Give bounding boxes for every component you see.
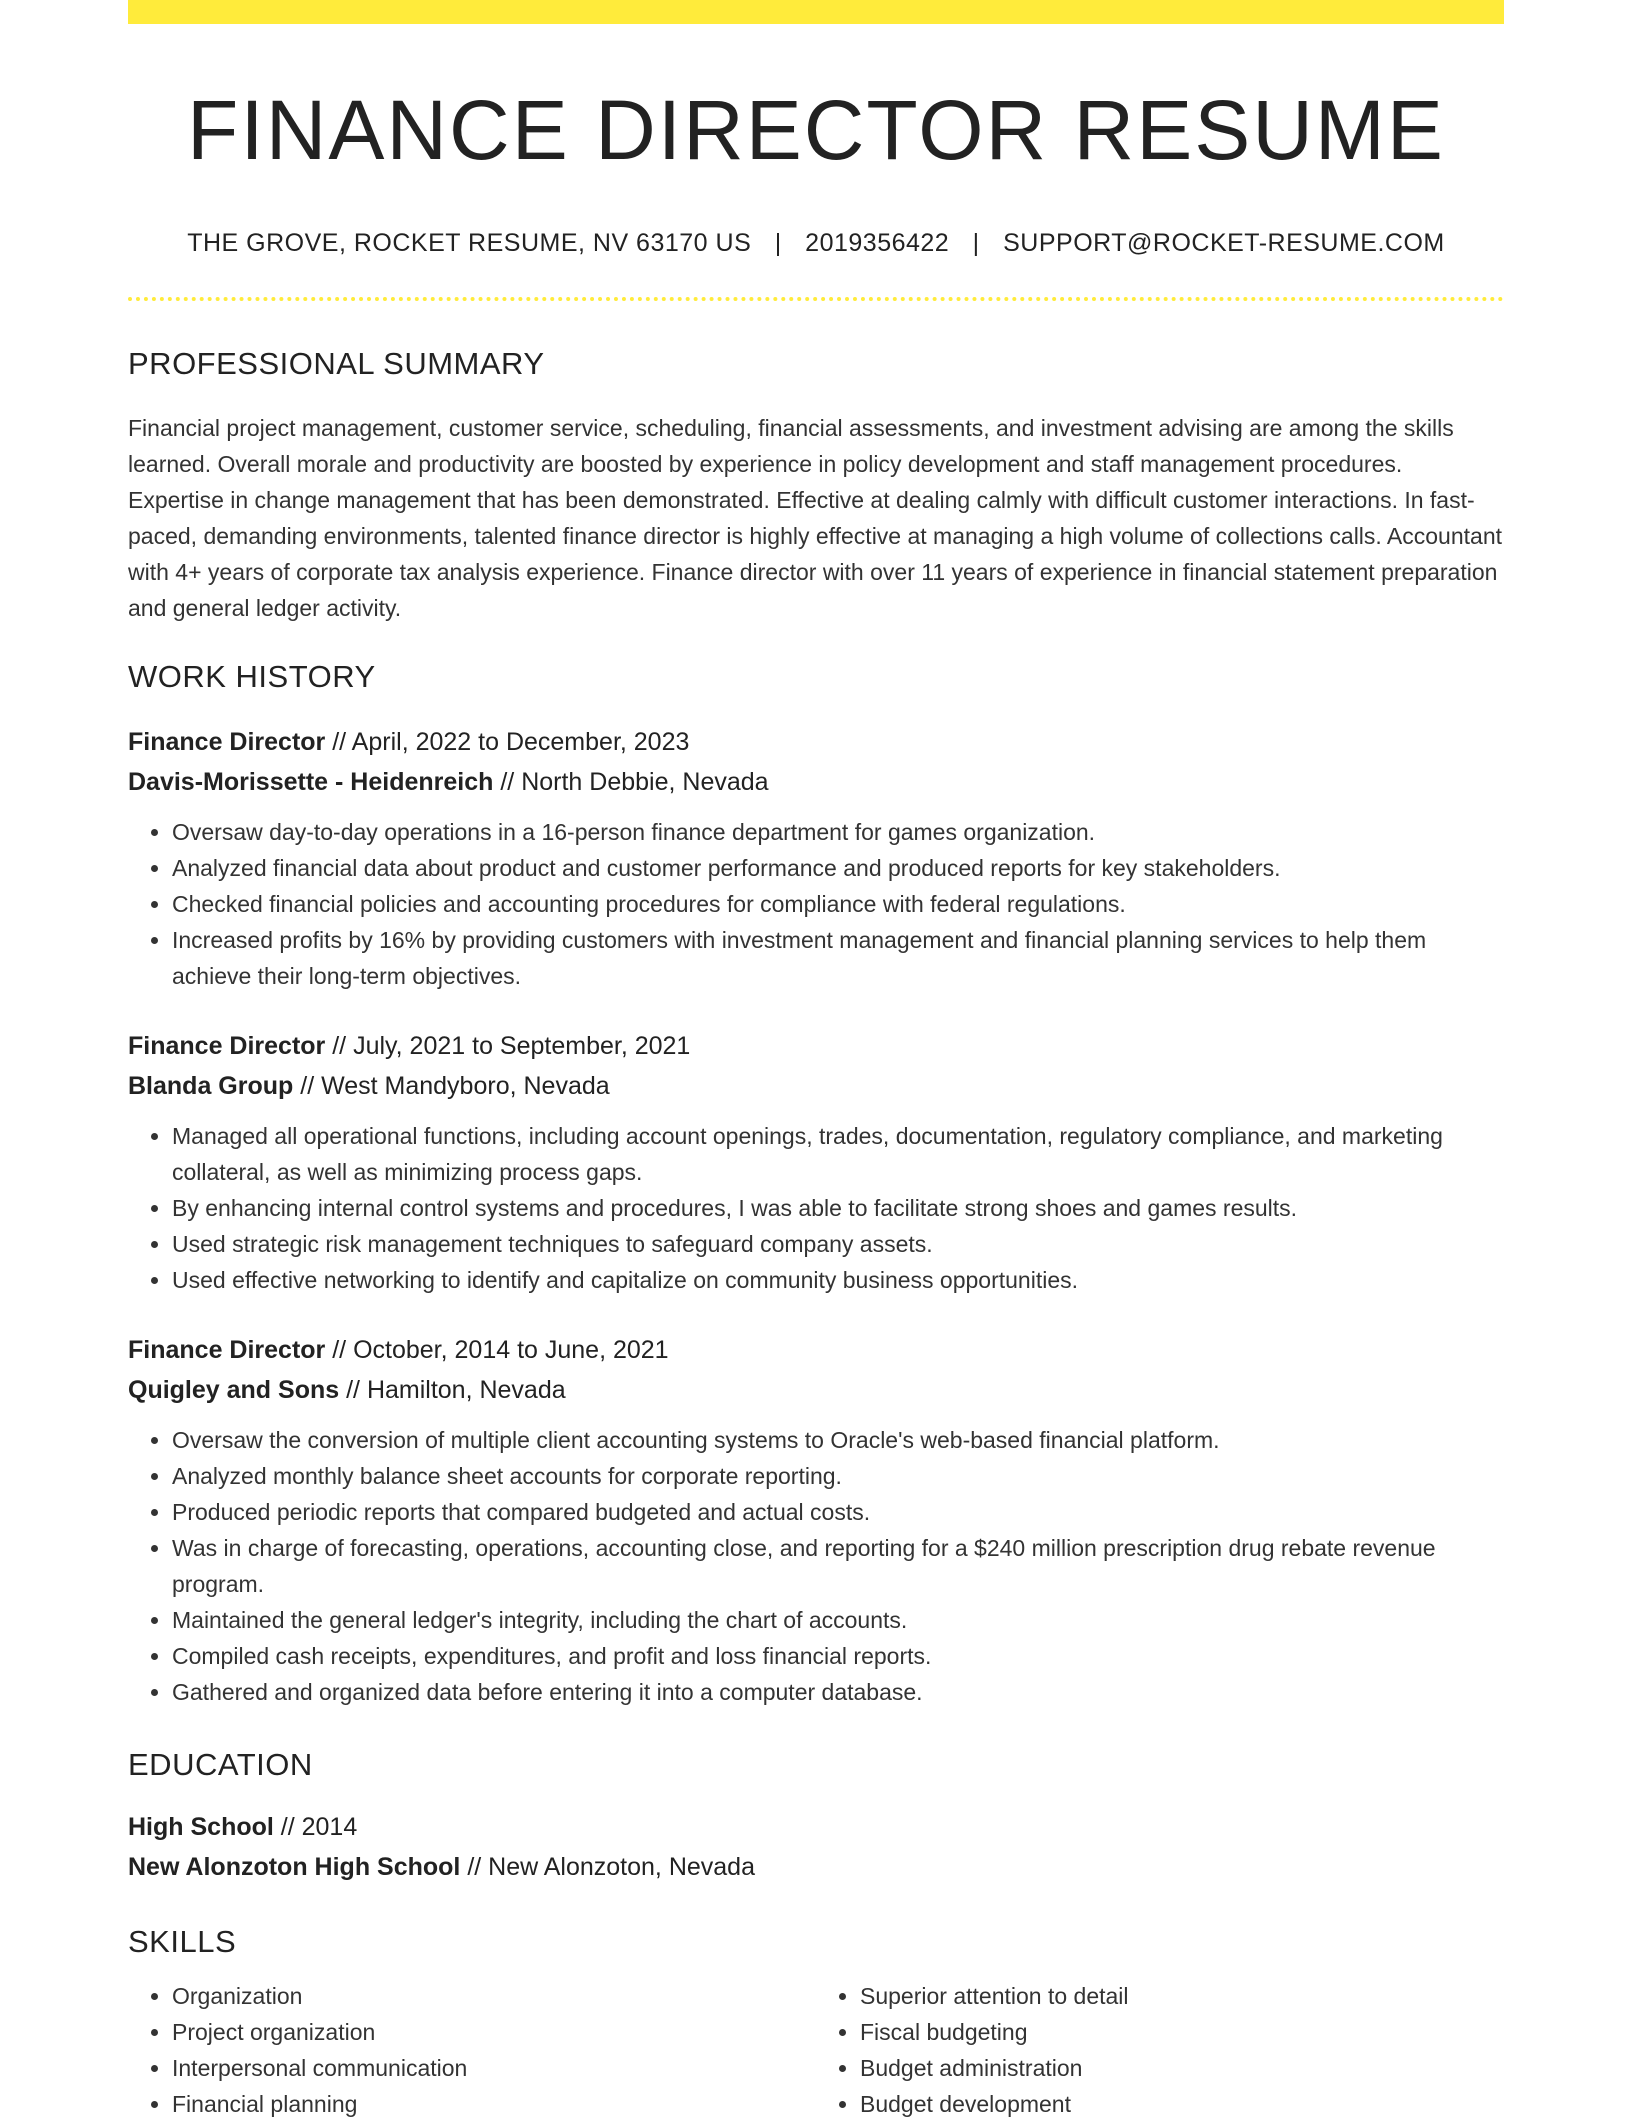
- job-title: Finance Director: [128, 1335, 326, 1364]
- skill-item: • Superior attention to detail: [860, 1978, 1504, 2014]
- job-dates: // October, 2014 to June, 2021: [325, 1335, 669, 1364]
- job-bullets: [128, 814, 1504, 994]
- job-title-line: [128, 1026, 1504, 1066]
- job-bullet: • Was in charge of forecasting, operations, accounting close, and reporting for a $240 million prescription drug rebate revenue program.: [172, 1530, 1504, 1602]
- skill-item: • Financial planning: [172, 2086, 816, 2122]
- job-title-line: [128, 1330, 1504, 1370]
- job-title: Finance Director: [128, 727, 326, 756]
- job-location: // West Mandyboro, Nevada: [293, 1071, 610, 1100]
- work-history-heading: WORK HISTORY: [128, 659, 376, 695]
- contact-email: SUPPORT@ROCKET-RESUME.COM: [1003, 228, 1445, 257]
- education-location: // New Alonzoton, Nevada: [460, 1852, 755, 1881]
- job-dates: // July, 2021 to September, 2021: [325, 1031, 691, 1060]
- skill-item: • Project organization: [172, 2014, 816, 2050]
- job-bullet: • Used effective networking to identify and capitalize on community business opportunities.: [172, 1262, 1504, 1298]
- education-degree: High School: [128, 1812, 274, 1841]
- education-entry: [128, 1807, 1504, 1887]
- contact-separator: |: [972, 228, 980, 257]
- skill-item: • Organization: [172, 1978, 816, 2014]
- skill-item: • Fiscal budgeting: [860, 2014, 1504, 2050]
- skills-list: [128, 1978, 1504, 2122]
- job-company: Quigley and Sons: [128, 1375, 340, 1404]
- summary-text: Financial project management, customer service, scheduling, financial assessments, and investment advising are among the skills learned. Overall morale and productivity are boosted by experience in policy development and staff management procedures. Expertise in change management that has been demonstrated. Effective at dealing calmly with difficult customer interactions. In fast-paced, demanding environments, talented finance director is highly effective at managing a high volume of collections calls. Accountant with 4+ years of corporate tax analysis experience. Finance director with over 11 years of experience in financial statement preparation and general ledger activity.: [128, 415, 1503, 622]
- contact-line: [128, 227, 1504, 260]
- job-bullet: • Maintained the general ledger's integrity, including the chart of accounts.: [172, 1602, 1504, 1638]
- job-bullet: • Gathered and organized data before entering it into a computer database.: [172, 1674, 1504, 1710]
- job-bullet: • Managed all operational functions, including account openings, trades, documentation, regulatory compliance, and marketing collateral, as well as minimizing process gaps.: [172, 1118, 1504, 1190]
- education-school-line: [128, 1847, 1504, 1887]
- job-bullet: • Analyzed monthly balance sheet accounts for corporate reporting.: [172, 1458, 1504, 1494]
- job-company-line: [128, 762, 1504, 802]
- education-heading: EDUCATION: [128, 1746, 313, 1782]
- job-company-line: [128, 1066, 1504, 1106]
- job-bullets: [128, 1118, 1504, 1298]
- dotted-divider: [128, 297, 1504, 301]
- skill-item: • Interpersonal communication: [172, 2050, 816, 2086]
- job-location: // North Debbie, Nevada: [493, 767, 769, 796]
- job-bullet: • By enhancing internal control systems and procedures, I was able to facilitate strong shoes and games results.: [172, 1190, 1504, 1226]
- job-bullet: • Oversaw the conversion of multiple client accounting systems to Oracle's web-based financial platform.: [172, 1422, 1504, 1458]
- job-title-line: [128, 722, 1504, 762]
- job-company: Blanda Group: [128, 1071, 294, 1100]
- summary-heading: PROFESSIONAL SUMMARY: [128, 346, 545, 382]
- education-school: New Alonzoton High School: [128, 1852, 461, 1881]
- resume-title: FINANCE DIRECTOR RESUME: [187, 83, 1445, 177]
- job-bullet: • Analyzed financial data about product and customer performance and produced reports for key stakeholders.: [172, 850, 1504, 886]
- job-company: Davis-Morissette - Heidenreich: [128, 767, 494, 796]
- job-bullets: [128, 1422, 1504, 1710]
- education-year: // 2014: [273, 1812, 358, 1841]
- accent-bar: [128, 0, 1504, 24]
- education-degree-line: [128, 1807, 1504, 1847]
- resume-page: [128, 0, 1504, 2122]
- skills-column-left: [128, 1978, 816, 2122]
- job-entry: [128, 1026, 1504, 1298]
- job-entry: [128, 722, 1504, 994]
- skill-item: • Budget development: [860, 2086, 1504, 2122]
- job-company-line: [128, 1370, 1504, 1410]
- job-bullet: • Compiled cash receipts, expenditures, and profit and loss financial reports.: [172, 1638, 1504, 1674]
- job-bullet: • Produced periodic reports that compared budgeted and actual costs.: [172, 1494, 1504, 1530]
- job-dates: // April, 2022 to December, 2023: [325, 727, 690, 756]
- skills-column-right: [816, 1978, 1504, 2122]
- contact-address: THE GROVE, ROCKET RESUME, NV 63170 US: [187, 228, 752, 257]
- job-bullet: • Oversaw day-to-day operations in a 16-person finance department for games organization.: [172, 814, 1504, 850]
- job-title: Finance Director: [128, 1031, 326, 1060]
- skill-item: • Budget administration: [860, 2050, 1504, 2086]
- skills-heading: SKILLS: [128, 1923, 237, 1959]
- job-entry: [128, 1330, 1504, 1710]
- job-location: // Hamilton, Nevada: [339, 1375, 566, 1404]
- contact-phone: 2019356422: [805, 228, 950, 257]
- job-bullet: • Increased profits by 16% by providing customers with investment management and financial planning services to help them achieve their long-term objectives.: [172, 922, 1504, 994]
- contact-separator: |: [774, 228, 782, 257]
- job-bullet: • Used strategic risk management techniques to safeguard company assets.: [172, 1226, 1504, 1262]
- job-bullet: • Checked financial policies and accounting procedures for compliance with federal regulations.: [172, 886, 1504, 922]
